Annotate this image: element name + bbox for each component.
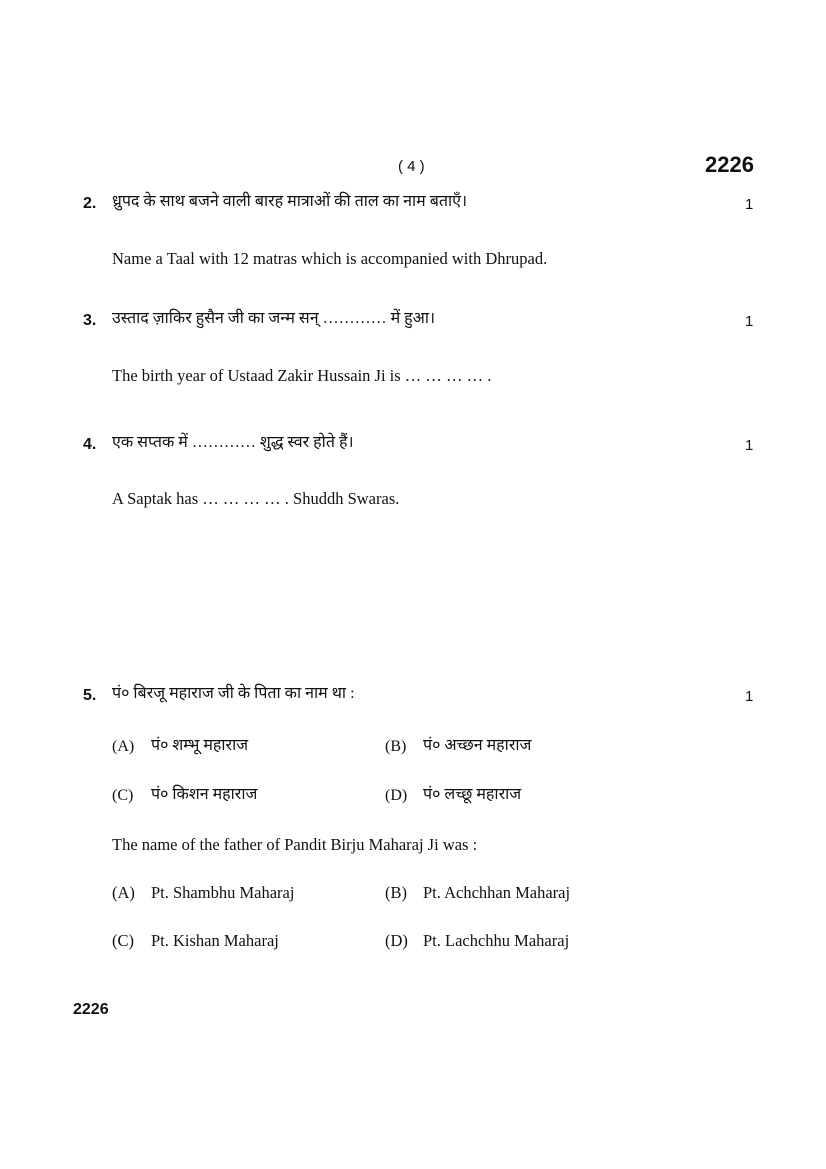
question-number: 3. [83,312,97,329]
option-label: (A) [112,883,135,902]
option-label: (B) [385,883,407,902]
paper-code-header: 2226 [705,152,754,177]
option-text: Pt. Achchhan Maharaj [423,883,571,902]
option-text: पं० शम्भू महाराज [151,737,249,754]
option-text: Pt. Lachchhu Maharaj [423,931,570,950]
question-english: Name a Taal with 12 matras which is accompanied with Dhrupad. [112,249,548,268]
option-label: (C) [112,787,134,804]
option-label: (B) [385,738,407,755]
paper-code-footer: 2226 [73,1001,109,1018]
question-hindi: एक सप्तक में ………… शुद्ध स्वर होते हैं। [112,434,354,451]
question-marks: 1 [745,313,754,330]
question-english: The name of the father of Pandit Birju Maharaj Ji was : [112,835,478,854]
option-label: (A) [112,738,135,755]
option-text: Pt. Kishan Maharaj [151,931,279,950]
option-label: (D) [385,931,408,950]
option-label: (C) [112,931,134,950]
question-hindi: उस्ताद ज़ाकिर हुसैन जी का जन्म सन् ………… में हुआ। [112,310,436,327]
question-number: 5. [83,687,97,704]
question-hindi: पं० बिरजू महाराज जी के पिता का नाम था : [112,685,355,702]
page-number: ( 4 ) [398,158,425,175]
question-english: The birth year of Ustaad Zakir Hussain Ji is … … … … . [112,366,492,385]
option-text: Pt. Shambhu Maharaj [151,883,295,902]
option-text: पं० लच्छू महाराज [423,786,522,803]
option-label: (D) [385,787,408,804]
question-number: 2. [83,195,97,212]
question-marks: 1 [745,437,754,454]
question-marks: 1 [745,196,754,213]
option-text: पं० अच्छन महाराज [423,737,532,754]
question-english: A Saptak has … … … … . Shuddh Swaras. [112,489,400,508]
question-marks: 1 [745,688,754,705]
option-text: पं० किशन महाराज [151,786,258,803]
question-hindi: ध्रुपद के साथ बजने वाली बारह मात्राओं की ताल का नाम बताएँ। [112,193,468,210]
question-number: 4. [83,436,97,453]
